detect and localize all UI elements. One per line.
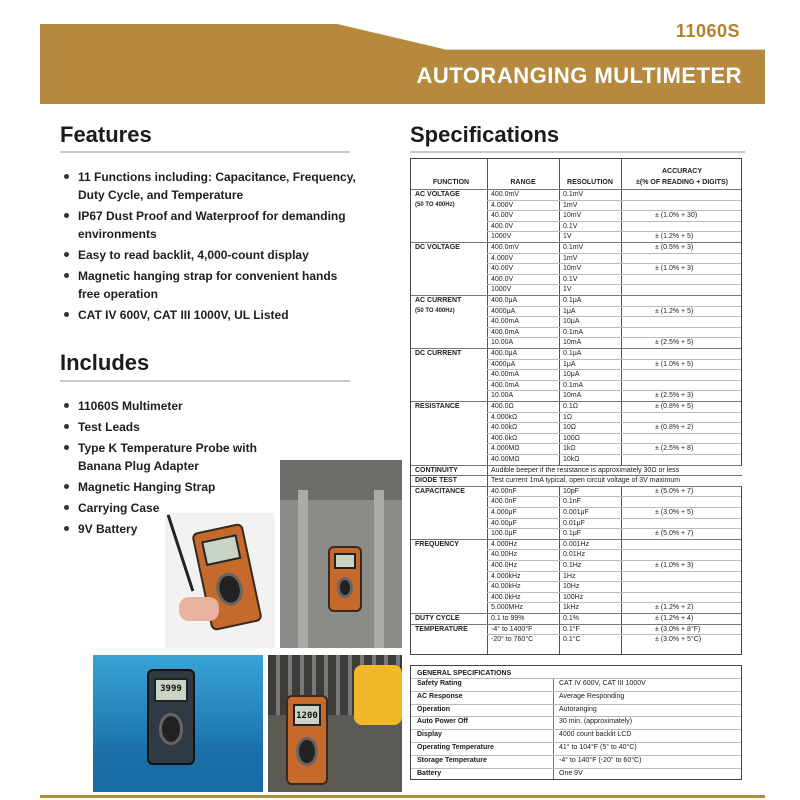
spec-fn-cell: CAPACITANCE	[415, 487, 465, 495]
general-value: Autoranging	[559, 705, 597, 713]
photo-electrical-panel	[268, 655, 402, 792]
row-divider	[487, 496, 741, 497]
general-row	[411, 768, 741, 778]
general-row	[411, 729, 741, 739]
spec-range-cell: 40.00MΩ	[491, 456, 520, 463]
spec-acc-cell: ± (2.5% + 3)	[655, 392, 694, 400]
spec-fn-cell: TEMPERATURE	[415, 625, 468, 633]
general-row	[411, 742, 741, 752]
spec-res-cell: 1μA	[563, 360, 576, 368]
spec-res-cell: 0.1Ω	[563, 403, 578, 410]
spec-range-cell: 40.00V	[491, 265, 514, 273]
model-number: 11060S	[675, 21, 740, 41]
spec-res-cell: 0.1Hz	[563, 562, 582, 569]
spec-range-cell: 4000μA	[491, 360, 516, 368]
spec-res-cell: 10mA	[563, 392, 582, 400]
spec-range-cell: 400.0kHz	[491, 593, 521, 601]
row-divider	[487, 231, 741, 232]
spec-res-cell: 1V	[563, 233, 572, 241]
feature-item: IP67 Dust Proof and Waterproof for demanding environments	[62, 207, 362, 243]
includes-rule	[60, 380, 350, 382]
spec-acc-cell: ± (1.0% + 5)	[655, 360, 694, 368]
row-divider	[487, 602, 741, 603]
spec-res-cell: 10mA	[563, 339, 582, 347]
spec-fn-cell: DIODE TEST	[415, 477, 458, 485]
spec-range-cell: 40.00mA	[491, 371, 520, 379]
spec-fn-cell: RESISTANCE	[415, 403, 460, 410]
spec-range-cell: 400.0Hz	[491, 562, 518, 569]
includes-item: 11060S Multimeter	[62, 397, 262, 415]
row-divider	[487, 327, 741, 328]
features-rule	[60, 151, 350, 153]
spec-range-cell: -20° to 760°C	[491, 636, 534, 644]
row-divider	[487, 581, 741, 582]
spec-range-cell: -4° to 1400°F	[491, 625, 533, 633]
spec-range-cell: 4.000V	[491, 254, 514, 262]
includes-item: Magnetic Hanging Strap	[62, 478, 262, 496]
spec-range-cell: 40.00Hz	[491, 551, 518, 559]
column-divider	[487, 159, 488, 654]
spec-range-cell: 400.0mV	[491, 191, 520, 198]
col-header-accuracy-sub: ±(% OF READING + DIGITS)	[636, 179, 728, 186]
spec-acc-cell: ± (2.5% + 5)	[655, 339, 694, 347]
spec-res-cell: 1kHz	[563, 604, 579, 612]
spec-range-cell: 1000V	[491, 233, 512, 241]
row-divider	[487, 210, 741, 211]
spec-res-cell: 10μA	[563, 318, 580, 326]
row-divider	[487, 560, 741, 561]
includes-item: Carrying Case	[62, 499, 262, 517]
spec-res-cell: 0.1nF	[563, 498, 581, 506]
general-value: CAT IV 600V, CAT III 1000V	[559, 680, 646, 687]
spec-res-cell: 0.1μF	[563, 530, 582, 538]
row-divider	[487, 518, 741, 519]
includes-item: Type K Temperature Probe with Banana Plug Adapter	[62, 439, 262, 475]
spec-res-cell: 1mV	[563, 254, 578, 262]
spec-range-cell: 400.0V	[491, 275, 514, 283]
spec-range-cell: 400.0V	[491, 222, 514, 230]
row-divider	[487, 284, 741, 285]
spec-range-cell: 40.00nF	[491, 487, 517, 495]
general-row	[411, 755, 741, 765]
spec-res-cell: 1Ω	[563, 413, 573, 421]
spec-fn-cell: (50 TO 400Hz)	[415, 201, 455, 208]
spec-range-cell: 400.0mV	[491, 244, 520, 251]
spec-fn-cell: AC VOLTAGE	[415, 191, 460, 198]
spec-range-cell: 40.00V	[491, 212, 514, 220]
specifications-rule	[410, 151, 745, 153]
spec-res-cell: 10Ω	[563, 424, 577, 432]
spec-range-cell: 4.000Hz	[491, 540, 518, 548]
spec-res-cell: 0.1%	[563, 615, 579, 622]
includes-item: 9V Battery	[62, 520, 262, 538]
spec-acc-cell: ± (1.2% + 2)	[655, 604, 694, 612]
row-divider	[487, 200, 741, 201]
spec-acc-cell: ± (5.0% + 7)	[655, 487, 694, 495]
row-divider	[487, 390, 741, 391]
row-divider	[487, 412, 741, 413]
spec-res-cell: 0.1mV	[563, 244, 584, 251]
column-divider	[559, 159, 560, 654]
general-value: -4° to 140°F (-20° to 60°C)	[559, 756, 642, 764]
col-header-resolution: RESOLUTION	[567, 179, 613, 186]
general-key: Auto Power Off	[417, 718, 468, 726]
spec-range-cell: 4.000V	[491, 201, 514, 209]
spec-range-cell: 5.000MHz	[491, 604, 523, 612]
spec-res-cell: 10Hz	[563, 583, 580, 591]
specifications-heading: Specifications	[410, 122, 560, 147]
spec-range-cell: 10.00A	[491, 392, 514, 400]
spec-res-cell: 0.1μA	[563, 297, 582, 304]
spec-acc-cell: ± (1.0% + 3)	[655, 265, 694, 273]
spec-range-cell: 400.0nF	[491, 498, 517, 506]
spec-range-cell: 400.0μA	[491, 297, 518, 304]
row-divider	[487, 221, 741, 222]
feature-item: 11 Functions including: Capacitance, Frequency, Duty Cycle, and Temperature	[62, 168, 362, 204]
general-value: 30 min. (approximately)	[559, 718, 633, 726]
spec-res-cell: 0.1μA	[563, 350, 582, 357]
general-value: 4000 count backlit LCD	[559, 731, 632, 739]
spec-range-cell: 400.0mA	[491, 381, 520, 389]
includes-item: Test Leads	[62, 418, 262, 436]
spec-res-cell: 10kΩ	[563, 456, 580, 463]
meter-display-2: 1200	[293, 704, 322, 726]
spec-range-cell: 400.0μA	[491, 350, 518, 357]
spec-res-cell: 0.1°F	[563, 625, 580, 633]
spec-acc-cell: ± (1.2% + 5)	[655, 307, 694, 315]
includes-heading: Includes	[60, 350, 150, 375]
spec-fn-cell: DC VOLTAGE	[415, 244, 460, 251]
spec-acc-cell: ± (1.2% + 5)	[655, 233, 694, 241]
spec-res-cell: 0.01Hz	[563, 551, 586, 559]
general-row	[411, 678, 741, 688]
spec-acc-cell: ± (1.0% + 30)	[655, 212, 698, 220]
features-heading: Features	[60, 122, 152, 147]
spec-acc-cell: ± (3.0% + 5)	[655, 509, 694, 516]
row-divider	[487, 571, 741, 572]
general-key: Storage Temperature	[417, 756, 487, 764]
general-specifications-table	[410, 665, 742, 780]
spec-fn-cell: DC CURRENT	[415, 350, 462, 357]
spec-acc-cell: ± (1.2% + 4)	[655, 615, 694, 622]
row-divider	[487, 433, 741, 434]
feature-item: Magnetic hanging strap for convenient hands free operation	[62, 267, 362, 303]
product-title: AUTORANGING MULTIMETER	[416, 63, 742, 88]
features-list	[62, 168, 362, 327]
row-divider	[487, 369, 741, 370]
general-key: Display	[417, 731, 442, 739]
row-divider	[487, 380, 741, 381]
spec-range-cell: 4.000kHz	[491, 572, 521, 580]
general-row	[411, 704, 741, 714]
general-key: Operation	[417, 705, 451, 713]
spec-range-cell: 1000V	[491, 286, 512, 294]
spec-range-cell: 4.000kΩ	[491, 413, 518, 421]
row-divider	[487, 253, 741, 254]
row-divider	[487, 359, 741, 360]
general-value: 41° to 104°F (5° to 40°C)	[559, 744, 637, 751]
row-divider	[487, 549, 741, 550]
page-top	[0, 0, 800, 20]
row-divider	[487, 454, 741, 455]
spec-range-cell: 400.0mA	[491, 328, 520, 336]
row-divider	[487, 443, 741, 444]
row-divider	[487, 507, 741, 508]
spec-range-cell: 100.0μF	[491, 530, 517, 538]
photo-panel-meter	[280, 460, 402, 648]
spec-range-cell: 0.1 to 99%	[491, 615, 525, 622]
spec-range-cell: 40.00mA	[491, 318, 520, 326]
spec-fn-cell: AC CURRENT	[415, 297, 462, 304]
spec-acc-cell: ± (0.5% + 3)	[655, 244, 694, 251]
spec-res-cell: 10pF	[563, 487, 579, 495]
col-header-accuracy: ACCURACY	[661, 168, 703, 175]
row-divider	[487, 422, 741, 423]
spec-res-cell: 1V	[563, 286, 572, 294]
spec-res-cell: 10mV	[563, 265, 582, 273]
spec-acc-cell: ± (0.8% + 2)	[655, 424, 694, 432]
row-divider	[487, 316, 741, 317]
photo-water-meter	[93, 655, 263, 792]
spec-res-cell: 10μA	[563, 371, 580, 379]
general-key: AC Response	[417, 692, 463, 700]
spec-range-cell: 10.00A	[491, 339, 514, 347]
spec-res-cell: 1mV	[563, 201, 578, 209]
spec-acc-cell: ± (3.0% + 8°F)	[655, 625, 701, 633]
spec-range-cell: 4.000MΩ	[491, 445, 520, 453]
general-key: Operating Temperature	[417, 744, 494, 751]
spec-res-cell: 10mV	[563, 212, 582, 220]
row-divider	[487, 263, 741, 264]
spec-res-cell: 1Hz	[563, 572, 576, 580]
spec-res-cell: 100Ω	[563, 434, 580, 442]
spec-acc-cell: ± (3.0% + 5°C)	[655, 636, 702, 644]
spec-span-cell: Audible beeper if the resistance is approximately 30Ω or less	[491, 466, 680, 474]
spec-res-cell: 0.1V	[563, 275, 578, 283]
spec-acc-cell: ± (0.8% + 5)	[655, 403, 694, 410]
spec-span-cell: Test current 1mA typical, open circuit voltage of 3V maximum	[491, 477, 681, 485]
general-value: One 9V	[559, 769, 583, 777]
general-row	[411, 716, 741, 726]
bottom-rule	[40, 795, 765, 798]
spec-range-cell: 4.000μF	[491, 509, 517, 516]
spec-fn-cell: DUTY CYCLE	[415, 615, 460, 622]
spec-acc-cell: ± (5.0% + 7)	[655, 530, 694, 538]
spec-res-cell: 0.1mA	[563, 328, 584, 336]
specifications-table	[410, 158, 742, 655]
spec-res-cell: 0.1mA	[563, 381, 584, 389]
spec-fn-cell: CONTINUITY	[415, 466, 458, 474]
general-value: Average Responding	[559, 692, 625, 700]
photo-hand-meter	[165, 513, 275, 648]
spec-res-cell: 0.001μF	[563, 509, 589, 516]
spec-acc-cell: ± (2.5% + 8)	[655, 445, 694, 453]
general-row	[411, 691, 741, 701]
spec-range-cell: 4000μA	[491, 307, 516, 315]
row-divider	[487, 306, 741, 307]
spec-range-cell: 40.00kΩ	[491, 424, 518, 432]
spec-range-cell: 400.0Ω	[491, 403, 514, 410]
row-divider	[487, 592, 741, 593]
column-divider	[621, 159, 622, 654]
general-key: Safety Rating	[417, 680, 462, 687]
spec-fn-cell: (50 TO 400Hz)	[415, 307, 455, 314]
spec-res-cell: 1μA	[563, 307, 576, 315]
spec-res-cell: 0.1°C	[563, 636, 581, 644]
general-specifications-heading: GENERAL SPECIFICATIONS	[417, 670, 512, 677]
row-divider	[487, 337, 741, 338]
spec-res-cell: 0.01μF	[563, 519, 585, 527]
spec-res-cell: 100Hz	[563, 593, 584, 601]
meter-display-1: 3999	[154, 678, 187, 702]
feature-item: CAT IV 600V, CAT III 1000V, UL Listed	[62, 306, 362, 324]
feature-item: Easy to read backlit, 4,000-count display	[62, 246, 362, 264]
spec-range-cell: 40.00kHz	[491, 583, 521, 591]
row-divider	[487, 528, 741, 529]
spec-res-cell: 0.001Hz	[563, 540, 590, 548]
spec-range-cell: 40.00μF	[491, 519, 517, 527]
spec-range-cell: 400.0kΩ	[491, 434, 518, 442]
row-divider	[487, 274, 741, 275]
spec-acc-cell: ± (1.0% + 3)	[655, 562, 694, 569]
general-key: Battery	[417, 769, 442, 777]
spec-fn-cell: FREQUENCY	[415, 540, 459, 548]
spec-res-cell: 1kΩ	[563, 445, 576, 453]
spec-res-cell: 0.1V	[563, 222, 578, 230]
col-header-range: RANGE	[510, 179, 536, 186]
col-header-function: FUNCTION	[432, 179, 470, 186]
spec-res-cell: 0.1mV	[563, 191, 584, 198]
